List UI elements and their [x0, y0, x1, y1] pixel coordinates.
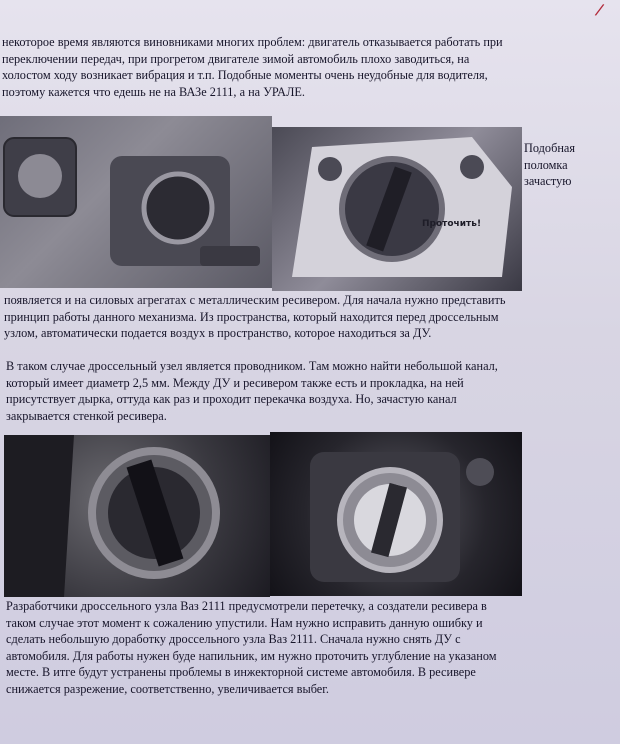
text-line: закрывается стенкой ресивера. — [6, 408, 167, 423]
text-line: автомобиля. Для работы нужен буде напильник, им нужно проточить углубление на указаном — [6, 648, 497, 663]
text-line: Подобная — [524, 141, 576, 155]
paragraph-mechanism — [4, 292, 592, 342]
text-line: принцип работы данного механизма. Из пространства, который находится перед дроссельным — [4, 309, 499, 324]
text-line: таком случае этот момент к сожалению упустили. Нам нужно исправить данную ошибку и — [6, 615, 483, 630]
text-line: переключении передач, при прогретом двигателе зимой автомобиль плохо заводиться, на — [2, 51, 470, 66]
text-line: который имеет диаметр 2,5 мм. Между ДУ и ресивером также есть и прокладка, на ней — [6, 375, 464, 390]
text-line: зачастую — [524, 174, 572, 189]
photo-label: Проточить! — [422, 219, 482, 229]
text-line: снижается разрежение, соответственно, увеличивается выбег. — [6, 681, 329, 696]
throttle-body-photo-2 — [272, 127, 522, 291]
text-line: присутствует дырка, оттуда как раз и проходит перекачка воздуха. Но, зачастую канал — [6, 392, 457, 407]
throttle-body-photo-3 — [4, 435, 270, 597]
pen-mark: / — [593, 0, 606, 20]
text-line: поэтому кажется что едешь не на ВАЗе 2111, а на УРАЛЕ. — [2, 84, 305, 99]
throttle-body-photo-4 — [270, 432, 522, 596]
text-line: месте. В итге будут устранены проблемы в инжекторной системе автомобиля. В ресивере — [6, 665, 476, 680]
text-line: холостом ходу возникает вибрация и т.п. Подобные моменты очень неудобные для водителя, — [2, 68, 488, 83]
paragraph-channel — [6, 358, 594, 424]
text-line: В таком случае дроссельный узел является проводником. Там можно найти небольшой канал, — [6, 359, 498, 373]
text-line: появляется и на силовых агрегатах с металлическим ресивером. Для начала нужно представить — [4, 293, 506, 307]
text-line: сделать небольшую доработку дроссельного узла Ваз 2111. Сначала нужно снять ДУ с — [6, 632, 461, 647]
text-line: поломка — [524, 157, 568, 172]
paragraph-intro — [2, 34, 592, 100]
text-line: некоторое время являются виновниками многих проблем: двигатель отказывается работать при — [2, 35, 503, 49]
throttle-body-photo-1 — [0, 116, 272, 288]
side-caption — [524, 140, 614, 190]
text-line: узлом, автоматически подается воздух в пространство, которое находиться за ДУ. — [4, 326, 432, 341]
paragraph-modification — [6, 598, 592, 698]
text-line: Разработчики дроссельного узла Ваз 2111 предусмотрели перетечку, а создатели ресивера в — [6, 599, 487, 613]
